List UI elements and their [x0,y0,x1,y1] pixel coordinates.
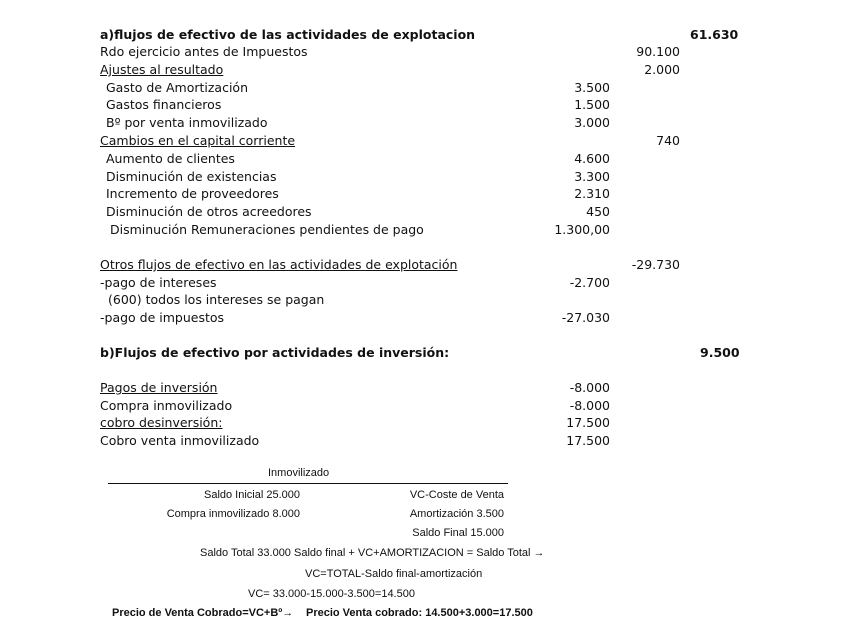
saldo-inicial: Saldo Inicial 25.000 [203,489,300,501]
intereses-value: -2.700 [569,275,610,290]
cobro-label: cobro desinversión: [100,415,223,430]
cambio-item-value: 3.300 [574,169,610,184]
cambios-value: 740 [656,133,680,148]
cobro-value: 17.500 [566,415,610,430]
precio-definicion: Precio de Venta Cobrado=VC+Bº→ [112,607,294,619]
cambio-item-value: 450 [586,204,610,219]
ajuste-item-label: Bº por venta inmovilizado [106,115,268,130]
compra-value: -8.000 [569,398,610,413]
otros-flujos-label: Otros flujos de efectivo en las actividades de explotación [100,257,458,272]
pagos-value: -8.000 [569,380,610,395]
saldo-final: Saldo Final 15.000 [412,527,504,539]
cobro-venta-label: Cobro venta inmovilizado [100,433,260,448]
pagos-label: Pagos de inversión [100,380,218,395]
otros-flujos-value: -29.730 [631,257,680,272]
formula-vc-calc: VC= 33.000-15.000-3.500=14.500 [248,588,415,600]
section-b-title: b)Flujos de efectivo por actividades de inversión: [100,345,450,360]
ajustes-label: Ajustes al resultado [100,62,224,77]
cambio-item-label: Incremento de proveedores [106,186,279,201]
cambio-item-value: 2.310 [574,186,610,201]
vc-coste: VC-Coste de Venta [409,489,504,501]
compra-label: Compra inmovilizado [100,398,233,413]
t-account-title: Inmovilizado [268,467,330,479]
intereses-label: -pago de intereses [100,275,217,290]
ajuste-item-value: 3.500 [574,80,610,95]
intereses-note: (600) todos los intereses se pagan [108,292,325,307]
formula-vc: VC=TOTAL-Saldo final-amortización [305,568,483,580]
ajuste-item-value: 1.500 [574,97,610,112]
impuestos-label: -pago de impuestos [100,310,225,325]
impuestos-value: -27.030 [561,310,610,325]
amortizacion: Amortización 3.500 [409,508,504,520]
cambio-item-value: 1.300,00 [554,222,610,237]
rdo-label: Rdo ejercicio antes de Impuestos [100,44,308,59]
section-b-total: 9.500 [700,345,740,360]
ajuste-item-label: Gastos financieros [106,97,222,112]
cambios-label: Cambios en el capital corriente [100,133,296,148]
cambio-item-label: Disminución de existencias [106,169,277,184]
cambio-item-label: Disminución de otros acreedores [106,204,312,219]
ajuste-item-value: 3.000 [574,115,610,130]
section-a-title: a)flujos de efectivo de las actividades de explotacion [100,27,476,42]
rdo-value: 90.100 [636,44,680,59]
ajustes-value: 2.000 [644,62,680,77]
ajuste-item-label: Gasto de Amortización [106,80,249,95]
compra-inmovilizado: Compra inmovilizado 8.000 [166,508,300,520]
t-account-rule [108,483,508,484]
formula-saldo-total: Saldo Total 33.000 Saldo final + VC+AMORTIZACION = Saldo Total → [200,547,545,559]
cambio-item-value: 4.600 [574,151,610,166]
cambio-item-label: Aumento de clientes [106,151,235,166]
precio-calculo: Precio Venta cobrado: 14.500+3.000=17.500 [306,607,533,619]
cobro-venta-value: 17.500 [566,433,610,448]
cambio-item-label: Disminución Remuneraciones pendientes de pago [110,222,424,237]
section-a-total: 61.630 [690,27,739,42]
